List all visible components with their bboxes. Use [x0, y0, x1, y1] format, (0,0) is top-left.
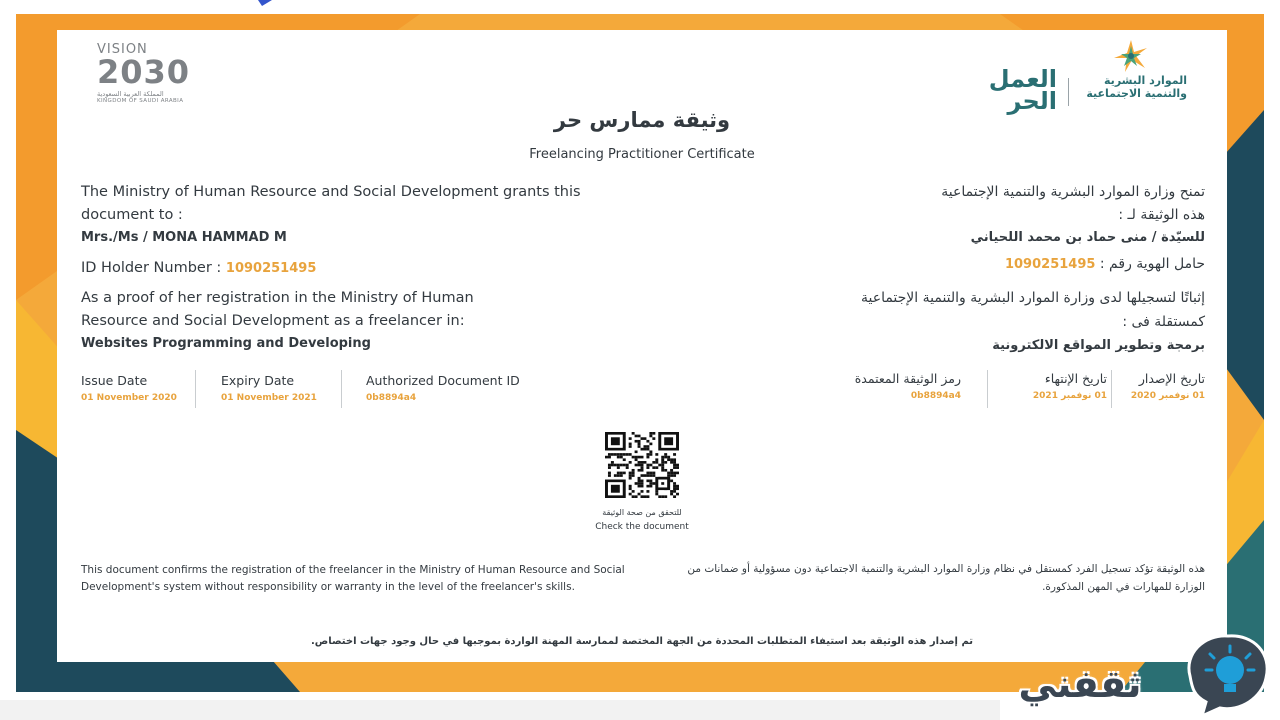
id-value-en: 1090251495: [225, 261, 317, 276]
issue-date-value-ar: 01 نوفمبر 2020: [1130, 391, 1205, 401]
ministry-name: الموارد البشرية والتنمية الاجتماعية: [1086, 74, 1187, 100]
lightbulb-icon: [1180, 626, 1276, 718]
holder-name-en: Mrs./Ms / MONA HAMMAD M: [81, 230, 287, 245]
issue-date-label-en: Issue Date: [81, 373, 148, 388]
id-label-ar: حامل الهوية رقم :: [1099, 256, 1205, 272]
grant-line-ar-2: هذه الوثيقة لـ :: [1118, 207, 1205, 223]
document-id-label-ar: رمز الوثيقة المعتمدة: [854, 371, 961, 386]
expiry-date-en: [221, 373, 317, 403]
id-row-en: [81, 260, 316, 276]
meta-divider: [341, 370, 342, 408]
issue-date-value-en: 01 November 2020: [81, 393, 177, 403]
meta-divider: [987, 370, 988, 408]
proof-line-en-1: As a proof of her registration in the Ministry of Human: [81, 290, 474, 306]
proof-line-en-2: Resource and Social Development as a freelancer in:: [81, 313, 465, 329]
document-id-en: [366, 373, 520, 403]
title-arabic: وثيقة ممارس حر: [553, 108, 731, 132]
document-id-value-ar: 0b8894a4: [910, 391, 961, 401]
id-row-ar: [1005, 256, 1205, 272]
disclaimer-arabic: هذه الوثيقة تؤكد تسجيل الفرد كمستقل في نظام وزارة الموارد البشرية والتنمية الاجتماعية دون مسؤولية أو ضمانات من الوزارة للمهارات في المهن المذكورة.: [687, 563, 1205, 593]
title-english: Freelancing Practitioner Certificate: [529, 147, 755, 162]
expiry-date-value-en: 01 November 2021: [221, 393, 317, 403]
id-value-ar: 1090251495: [1004, 257, 1096, 272]
certificate-card: [57, 30, 1227, 662]
meta-divider: [1111, 370, 1112, 408]
qr-caption-english: Check the document: [595, 522, 689, 532]
holder-name-ar: للسيّدة / منى حماد بن محمد اللحياني: [970, 230, 1205, 245]
vision-arabic-name: المملكة العربية السعودية: [97, 90, 164, 98]
vision-year: 2030: [97, 53, 191, 91]
proof-line-ar-1: إثباتًا لتسجيلها لدى وزارة الموارد البشرية والتنمية الإجتماعية: [860, 290, 1205, 306]
ministry-logo: [957, 38, 1187, 115]
id-label-en: ID Holder Number :: [81, 260, 222, 276]
qr-code[interactable]: [605, 432, 679, 498]
issue-date-label-ar: تاريخ الإصدار: [1138, 371, 1205, 386]
grant-line-en-2: document to :: [81, 207, 183, 223]
expiry-date-ar: [1033, 371, 1107, 401]
vision-word: VISION: [97, 42, 148, 57]
proof-line-ar-2: كمستقلة فى :: [1122, 314, 1205, 330]
vision-2030-logo: [97, 42, 207, 104]
logo-divider: [1068, 78, 1069, 106]
document-id-ar: [855, 371, 961, 401]
grant-line-ar-1: تمنح وزارة الموارد البشرية والتنمية الإجتماعية: [941, 184, 1205, 200]
qr-caption-arabic: للتحقق من صحة الوثيقة: [602, 508, 682, 517]
document-id-value-en: 0b8894a4: [366, 393, 417, 403]
profession-en: Websites Programming and Developing: [81, 336, 371, 351]
document-id-label-en: Authorized Document ID: [366, 373, 520, 388]
meta-divider: [195, 370, 196, 408]
site-watermark: ثقفني: [1018, 662, 1142, 706]
grant-line-en-1: The Ministry of Human Resource and Social Development grants this: [81, 184, 581, 200]
issue-date-ar: [1131, 371, 1205, 401]
vision-english-name: KINGDOM OF SAUDI ARABIA: [97, 98, 184, 104]
expiry-date-label-en: Expiry Date: [221, 373, 295, 388]
expiry-date-label-ar: تاريخ الإنتهاء: [1044, 371, 1107, 386]
freework-logo-text: العمل الحر: [988, 65, 1057, 115]
issuance-note-arabic: تم إصدار هذه الوثيقة بعد استيفاء المتطلبات المحددة من الجهة المختصة لممارسة المهنة الواردة بموجبها في حال وجود جهات اختصاص.: [310, 636, 974, 647]
ministry-star-icon: [1111, 38, 1151, 74]
expiry-date-value-ar: 01 نوفمبر 2021: [1032, 391, 1107, 401]
disclaimer-english: This document confirms the registration of the freelancer in the Ministry of Human Resource and Social Development's system without responsibility or warranty in the level of the freelancer's skills.: [81, 564, 625, 593]
issue-date-en: [81, 373, 177, 403]
profession-ar: برمجة وتطوير المواقع الالكترونية: [992, 338, 1205, 353]
